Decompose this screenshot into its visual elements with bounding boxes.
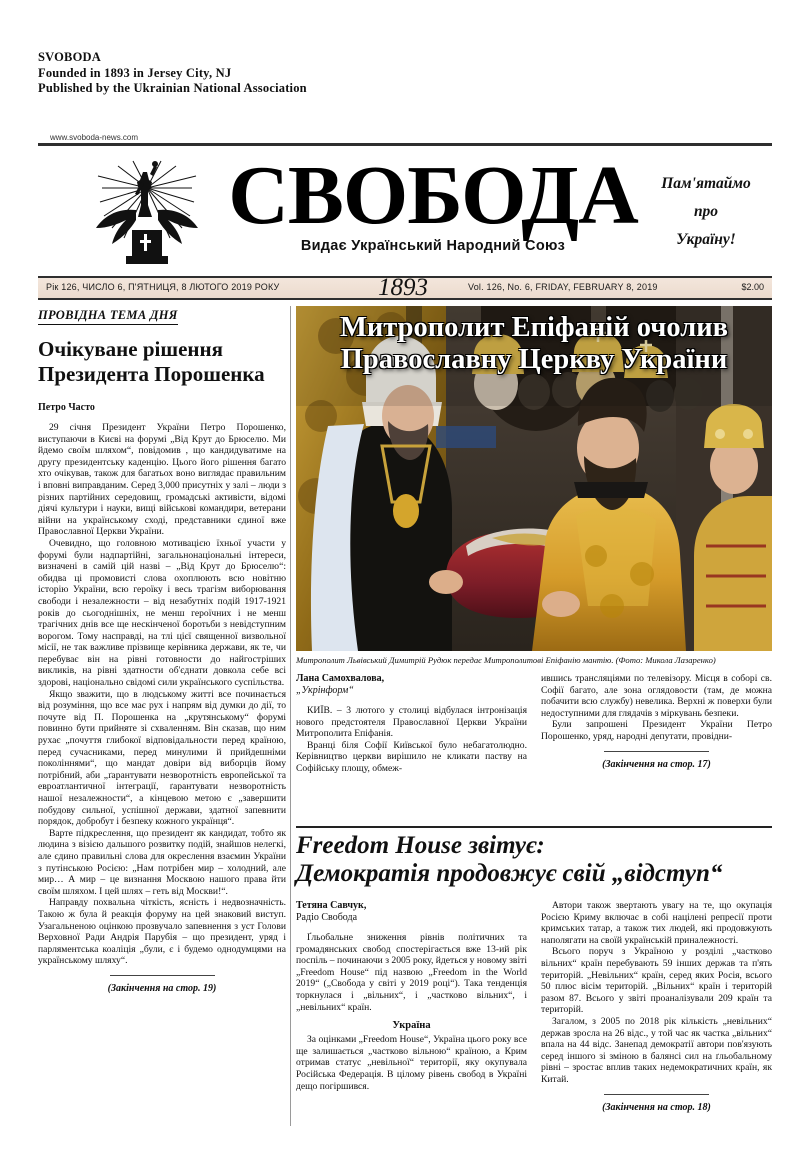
paragraph: Очевидно, що головною мотивацією їхньої участи у форумі були надпартійні, загальнонаціональні інтереси, визначені в самій цій назві – „Від Крут до Брюселю“: обидва ці промовисті слова охоплюють всю новітню історію України, всю героїку і весь трагізм виборювання свободи і незалежности – від незабутніх подій 1917-1921 років до сьогоднішніх, не менш героїчних і не менш трагічних днів все ще нескінченої боротьби з невідступним ворогом. Тому насправді, на тлі цієї священної визвольної місії, не так важливе прізвище керівника держави, як те, чи перебуває він на рівні готовности до найгостріших викликів, на рівні здатности об'єднати довкола себе всі здорові, національно свідомі сили українського суспільства.	[38, 537, 286, 689]
fh-byline-name: Тетяна Савчук,	[296, 900, 367, 911]
main-headline	[296, 312, 772, 376]
slogan-line-1: Пам'ятаймо	[661, 175, 751, 192]
left-body	[38, 422, 286, 967]
freedom-house-columns	[296, 900, 772, 1113]
issue-date-bar	[38, 276, 772, 300]
section-divider-rule	[296, 826, 772, 828]
publication-identification	[38, 50, 538, 97]
masthead-top-rule	[38, 143, 772, 146]
left-continuation[interactable]: (Закінчення на стор. 19)	[107, 982, 217, 994]
paragraph: Автори також звертають увагу на те, що окупація Росією Криму включає в собі націлені репресії проти кримських татар, а також тих людей, які продовжують наполягати на своїй українській приналежності.	[541, 900, 772, 946]
lead-opinion-article	[38, 306, 286, 994]
paragraph: Ґльобальне зниження рівнів політичних та громадянських свобод спостерігається вже 13-ий рік поспіль – починаючи з 2005 року, йдеться у новому звіті „Freedom House“ під назвою „Freedom in the World 2019“ („Свобода у світі у 2019 році“). Така тенденція торкнулася і „вільних“, і „частково вільних“, і „невільних“ країн.	[296, 932, 527, 1013]
statue-of-liberty-icon	[88, 158, 206, 270]
main-continuation[interactable]: (Закінчення на стор. 17)	[602, 758, 711, 770]
fh-byline	[296, 900, 527, 924]
continuation-rule	[604, 751, 709, 752]
slogan-line-3: Україну!	[676, 231, 736, 248]
fh-column-2	[541, 900, 772, 1113]
publication-founded: Founded in 1893 in Jersey City, NJ	[38, 65, 232, 80]
fh-column-1	[296, 900, 527, 1113]
main-article-columns	[296, 673, 772, 775]
masthead-logo: СВОБОДА	[228, 149, 638, 242]
paragraph: Були запрошені Президент України Петро Порошенко, уряд, народні депутати, провідни-	[541, 719, 772, 742]
fh-subheading-ukraine: Україна	[392, 1020, 431, 1032]
paragraph: КИЇВ. – 3 лютого у столиці відбулася інтронізація нового предстоятеля Православної Церкви України Митрополита Епіфанія.	[296, 705, 527, 740]
issue-line-ukrainian: Рік 126, ЧИСЛО 6, П'ЯТНИЦЯ, 8 ЛЮТОГО 2019 РОКУ	[46, 282, 280, 292]
masthead	[38, 150, 772, 272]
paragraph: За оцінками „Freedom House“, Україна цього року все ще залишається „частково вільною“ країною, а Крим отримав статус „невільної“ території, яку окупувала Російська Федерація. В цілому рівень свобод в Україні дещо погіршився.	[296, 1034, 527, 1092]
main-column-2	[541, 673, 772, 775]
paragraph: ившись трансляціями по телевізору. Місця в соборі св. Софії багато, але зона оглядовости (там, де можна побачити всю службу) невелика. Верхні ж поверхи були недоступними для глядачів з міркувань безпеки.	[541, 673, 772, 719]
fh-body-1	[296, 932, 527, 1013]
left-byline: Петро Часто	[38, 402, 95, 413]
website-link[interactable]: www.svoboda-news.com	[50, 133, 139, 142]
fh-body-1b	[296, 1034, 527, 1092]
slogan-line-2: про	[693, 203, 719, 220]
paragraph: Варте підкреслення, що президент як кандидат, тобто як людина з візією дальшого розвитку подій, знайшов нелегкі, але єдино правильні слова для окреслення взаємин України з путінською Росією: „Нам потрібен мир – холодний, але мир… А мир – це визнання Москвою нашого права йти своїм шляхом. І цей шлях – геть від Москви!“.	[38, 827, 286, 897]
photo-caption: Митрополит Львівський Димитрій Рудюк передає Митрополитові Епіфанію мантію. (Фото: Микола Лазаренко)	[296, 655, 716, 665]
main-article	[296, 306, 772, 775]
issue-price: $2.00	[741, 282, 764, 292]
fh-byline-source: Радіо Свобода	[296, 912, 358, 923]
founding-year-mark: 1893	[378, 274, 428, 301]
main-byline	[296, 673, 527, 697]
paragraph: Загалом, з 2005 по 2018 рік кількість „невільних“ держав зросла на 26 відс., у той час як частка „вільних“ впала на 44 відс. Занепад демократії автори пов'язують серед іншого зі зміною в балянсі сил на ґльобальному рівні – зростає вплив таких недемократичних країн, як Китай.	[541, 1015, 772, 1085]
paragraph: 29 січня Президент України Петро Порошенко, виступаючи в Києві на форумі „Від Крут до Брюселю. Ми йдемо своїм шляхом“, повідомив , що кандидуватиме на другу президентську каденцію. Цього його рішення багато хто очікував, також для багатьох воно виглядає правильним і вповні виправданим. Серед 3,000 присутніх у залі – люди з різних партійних середовищ, громадські активісти, відомі діячі культури і науки, вищі військові командири, ветерани війни на українському сході, представники єдиної вже Православної Церкви України.	[38, 422, 286, 538]
freedom-house-article	[296, 832, 772, 1113]
fh-headline-line-1: Freedom House звітує:	[296, 832, 545, 859]
main-headline-line-1: Митрополит Епіфаній очолив	[339, 312, 729, 343]
continuation-rule	[110, 975, 215, 976]
main-byline-source: „Укрінформ“	[296, 685, 354, 696]
left-headline: Очікуване рішення Президента Порошенка	[38, 337, 265, 386]
article-kicker: ПРОВІДНА ТЕМА ДНЯ	[38, 308, 178, 325]
intronization-photo	[296, 306, 772, 651]
main-headline-line-2: Православну Церкву України	[340, 344, 728, 375]
paragraph: Вранці біля Софії Київської було небагатолюдно. Керівництво церкви вирішило не кликати паству на Софійську площу, обмеж-	[296, 739, 527, 774]
publication-name: SVOBODA	[38, 50, 101, 64]
column-divider	[290, 306, 291, 1126]
fh-continuation[interactable]: (Закінчення на стор. 18)	[602, 1101, 711, 1113]
paragraph: Всього поруч з Україною у розділі „частково вільних“ країн перебувають 59 інших держав та п'ять територій. „Невільних“ країн, серед яких Росія, всього 50 плюс вісім територій. „Вільних“ країн і територій разом 87. Всього у звіті проаналізували 209 країн та територій.	[541, 946, 772, 1016]
fh-headline-line-2: Демократія продовжує свій „відступ“	[296, 860, 723, 887]
paragraph: Направду похвальна чіткість, ясність і недвозначність. Такою ж була й реакція форуму на цей знаковий виступ. Узагальненою оцінкою прозвучало запевнення з уст Голови Верховної Ради Андрія Парубія – що президент, уряд і парляментська коаліція „були, є і будемо однодумцями на українському шляху“.	[38, 897, 286, 967]
continuation-rule	[604, 1094, 709, 1095]
masthead-logo-block	[198, 150, 668, 254]
main-body-1	[296, 705, 527, 775]
freedom-house-headline	[296, 832, 772, 888]
fh-body-2	[541, 900, 772, 1086]
main-body-2	[541, 673, 772, 743]
main-column-1	[296, 673, 527, 775]
publication-publisher: Published by the Ukrainian National Association	[38, 81, 307, 95]
remember-ukraine-slogan	[646, 170, 766, 254]
masthead-subline: Видає Український Народний Союз	[300, 238, 566, 254]
issue-line-english: Vol. 126, No. 6, FRIDAY, FEBRUARY 8, 2019	[468, 282, 658, 292]
main-byline-name: Лана Самохвалова,	[296, 673, 385, 684]
paragraph: Якщо зважити, що в людському житті все починається від розуміння, що все має рух і напрям від думки до дії, то почуте від П. Порошенка на „крутянському“ форумі повинно бути прийняте зі схваленням. Він сказав, що ним рухає „почуття глибокої відповідальности перед країною, перед сучасниками, перед минулими й прийдешніми поколіннями“, що мандат довіри від виборців йому потрібний, аби „ґарантувати незворотність европейської та евроатлантичної інтеграції, ґарантувати незворотність нашої незалежности“, а кінцевою метою є „завершити побудову сильної, успішної держави, здатної запевнити порядок, добробут і безпеку кожного українця“.	[38, 688, 286, 828]
